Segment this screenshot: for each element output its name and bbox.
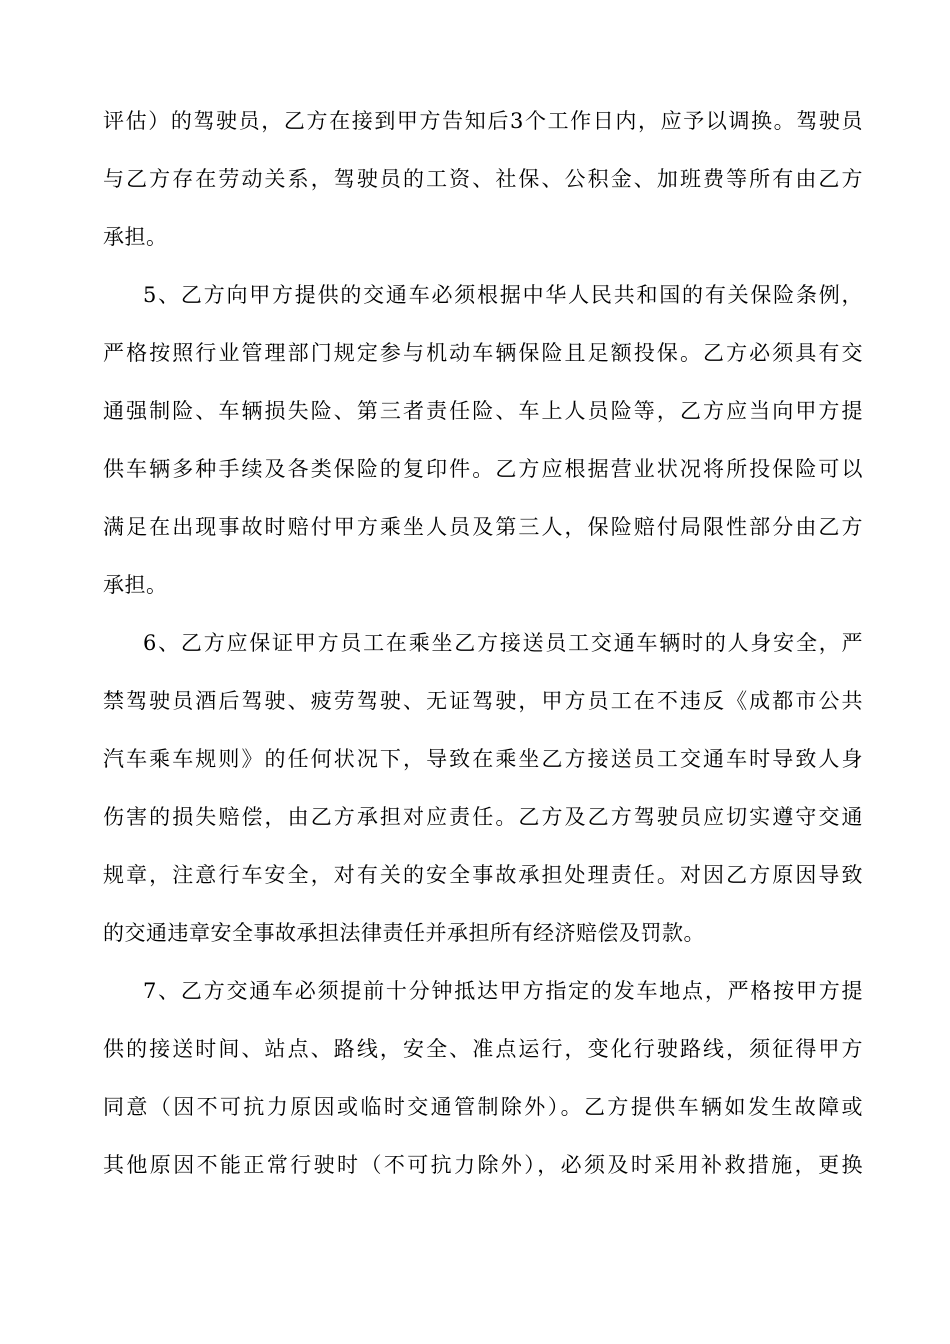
text-line: 承担。 [103,573,168,597]
clause-5-start: 5、乙方向甲方提供的交通车必须根据中华人民共和国的有关保险条例， [143,283,863,307]
clause-6-start: 6、乙方应保证甲方员工在乘坐乙方接送员工交通车辆时的人身安全，严 [143,631,863,655]
text-line: 满足在出现事故时赔付甲方乘坐人员及第三人，保险赔付局限性部分由乙方 [103,515,863,539]
text-line: 规章，注意行车安全，对有关的安全事故承担处理责任。对因乙方原因导致 [103,863,863,887]
text-line: 伤害的损失赔偿，由乙方承担对应责任。乙方及乙方驾驶员应切实遵守交通 [103,805,863,829]
contract-body [103,92,863,1194]
text-line: 供的接送时间、站点、路线，安全、准点运行，变化行驶路线，须征得甲方 [103,1037,863,1061]
text-line: 供车辆多种手续及各类保险的复印件。乙方应根据营业状况将所投保险可以 [103,457,863,481]
text-line: 承担。 [103,225,168,249]
text-line: 其他原因不能正常行驶时（不可抗力除外），必须及时采用补救措施，更换 [103,1153,863,1177]
text-line: 汽车乘车规则》的任何状况下，导致在乘坐乙方接送员工交通车时导致人身 [103,747,863,771]
text-line: 同意（因不可抗力原因或临时交通管制除外）。乙方提供车辆如发生故障或 [103,1095,863,1119]
clause-7-start: 7、乙方交通车必须提前十分钟抵达甲方指定的发车地点，严格按甲方提 [143,979,863,1003]
text-line: 的交通违章安全事故承担法律责任并承担所有经济赔偿及罚款。 [103,921,705,945]
text-line: 通强制险、车辆损失险、第三者责任险、车上人员险等，乙方应当向甲方提 [103,399,863,423]
text-line: 严格按照行业管理部门规定参与机动车辆保险且足额投保。乙方必须具有交 [103,341,863,365]
text-line: 与乙方存在劳动关系，驾驶员的工资、社保、公积金、加班费等所有由乙方 [103,167,863,191]
text-line: 评估）的驾驶员，乙方在接到甲方告知后3个工作日内，应予以调换。驾驶员 [103,109,863,133]
text-line: 禁驾驶员酒后驾驶、疲劳驾驶、无证驾驶，甲方员工在不违反《成都市公共 [103,689,863,713]
